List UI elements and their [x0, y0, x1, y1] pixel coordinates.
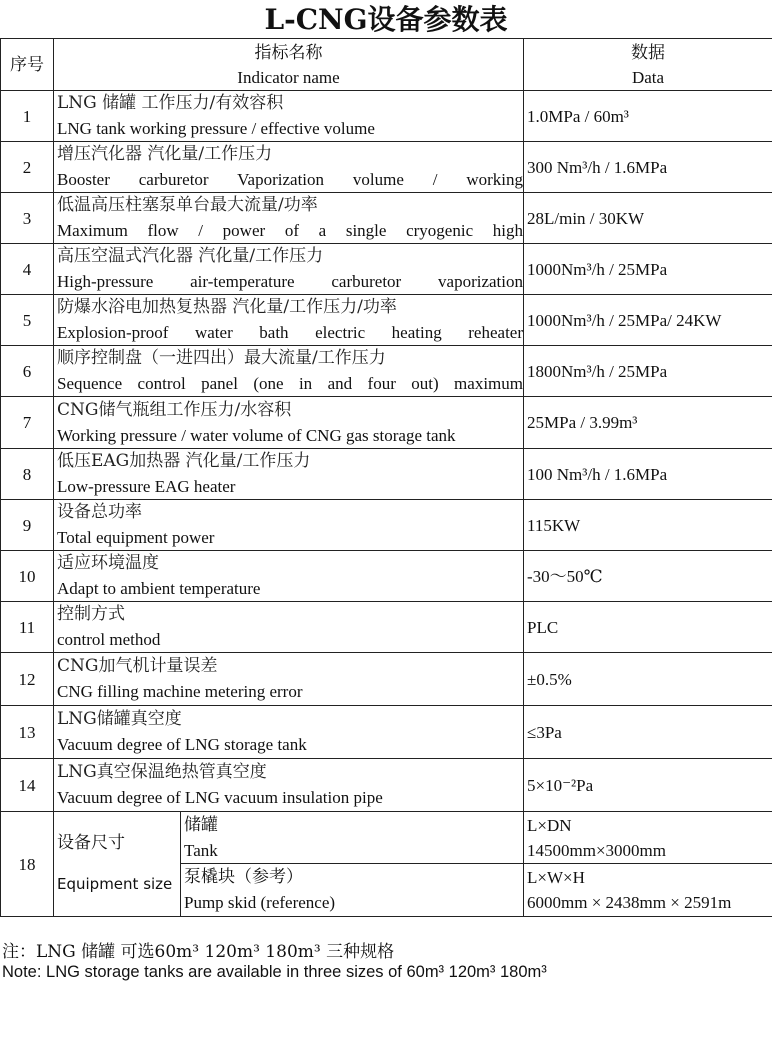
row-indicator — [54, 142, 524, 193]
row-value: 1000Nm³/h / 25MPa — [524, 244, 772, 295]
row-value: 115KW — [524, 500, 772, 551]
row-number: 9 — [1, 500, 54, 551]
row-indicator — [54, 653, 524, 706]
indicator-en: Maximum flow / power of a single cryogenic high — [57, 221, 523, 240]
row-value: 1000Nm³/h / 25MPa/ 24KW — [524, 295, 772, 346]
indicator-en: Total equipment power — [57, 528, 215, 547]
row-number: 14 — [1, 759, 54, 812]
table-row — [1, 91, 772, 142]
header-indicator — [54, 39, 524, 91]
tank-dims-label: L×DN — [527, 815, 572, 835]
table-row — [1, 397, 772, 449]
indicator-zh: 防爆水浴电加热复热器 汽化量/工作压力/功率 — [57, 297, 397, 317]
row-indicator — [54, 397, 524, 449]
row-indicator — [54, 500, 524, 551]
indicator-zh: CNG加气机计量误差 — [57, 656, 218, 676]
row-indicator — [54, 346, 524, 397]
indicator-en: Sequence control panel (one in and four out) maximum — [57, 374, 523, 393]
table-row — [1, 142, 772, 193]
row-number: 11 — [1, 602, 54, 653]
indicator-zh: 顺序控制盘（一进四出）最大流量/工作压力 — [57, 348, 386, 368]
row-value: ±0.5% — [524, 653, 772, 706]
size-label-en: Equipment size — [57, 875, 173, 893]
size-label-zh: 设备尺寸 — [57, 833, 125, 853]
tank-dims — [524, 812, 772, 864]
indicator-en: CNG filling machine metering error — [57, 682, 303, 701]
header-no: 序号 — [1, 39, 54, 91]
indicator-zh: LNG 储罐 工作压力/有效容积 — [57, 93, 284, 113]
row-value: 1.0MPa / 60m³ — [524, 91, 772, 142]
skid-name-en: Pump skid (reference) — [184, 893, 336, 912]
indicator-en: Adapt to ambient temperature — [57, 579, 261, 598]
size-label — [54, 812, 181, 917]
page-title: L-CNG设备参数表 — [264, 3, 508, 36]
skid-dims-value: 6000mm × 2438mm × 2591m — [527, 893, 732, 912]
row-indicator — [54, 193, 524, 244]
indicator-en: Low-pressure EAG heater — [57, 477, 236, 496]
note-zh: 注：LNG 储罐 可选60m³ 120m³ 180m³ 三种规格 — [2, 942, 395, 962]
table-row — [1, 449, 772, 500]
row-value: PLC — [524, 602, 772, 653]
row-number: 6 — [1, 346, 54, 397]
row-value: 300 Nm³/h / 1.6MPa — [524, 142, 772, 193]
row-value: 25MPa / 3.99m³ — [524, 397, 772, 449]
indicator-zh: 低压EAG加热器 汽化量/工作压力 — [57, 451, 311, 471]
row-indicator — [54, 706, 524, 759]
table-row — [1, 346, 772, 397]
row-number: 4 — [1, 244, 54, 295]
row-number: 10 — [1, 551, 54, 602]
skid-name-zh: 泵橇块（参考） — [184, 867, 303, 887]
skid-dims-label: L×W×H — [527, 868, 585, 887]
row-value: 28L/min / 30KW — [524, 193, 772, 244]
row-number: 5 — [1, 295, 54, 346]
row-number: 18 — [1, 812, 54, 917]
indicator-en: Explosion-proof water bath electric heating reheater — [57, 323, 523, 342]
row-value: 1800Nm³/h / 25MPa — [524, 346, 772, 397]
table-row — [1, 551, 772, 602]
row-number: 12 — [1, 653, 54, 706]
row-number: 2 — [1, 142, 54, 193]
indicator-zh: 设备总功率 — [57, 502, 142, 522]
table-row — [1, 759, 772, 812]
table-row — [1, 295, 772, 346]
indicator-zh: 低温高压柱塞泵单台最大流量/功率 — [57, 195, 318, 215]
row-indicator — [54, 602, 524, 653]
note-en: Note: LNG storage tanks are available in three sizes of 60m³ 120m³ 180m³ — [2, 963, 547, 981]
tank-name — [181, 812, 524, 864]
row-value: ≤3Pa — [524, 706, 772, 759]
indicator-en: control method — [57, 630, 161, 649]
indicator-zh: 高压空温式汽化器 汽化量/工作压力 — [57, 246, 324, 266]
indicator-zh: LNG真空保温绝热管真空度 — [57, 762, 267, 782]
table-row — [1, 193, 772, 244]
tank-name-en: Tank — [184, 840, 218, 860]
row-indicator — [54, 244, 524, 295]
indicator-en: Vacuum degree of LNG storage tank — [57, 735, 307, 754]
row-indicator — [54, 759, 524, 812]
tank-name-zh: 储罐 — [184, 814, 218, 835]
indicator-en: High-pressure air-temperature carburetor vaporization — [57, 272, 523, 291]
tank-dims-value: 14500mm×3000mm — [527, 840, 666, 860]
header-data-zh: 数据 — [631, 42, 665, 62]
row-number: 3 — [1, 193, 54, 244]
row-value: 5×10⁻²Pa — [524, 759, 772, 812]
table-row — [1, 706, 772, 759]
indicator-zh: 控制方式 — [57, 604, 125, 624]
header-indicator-en: Indicator name — [237, 67, 340, 87]
row-number: 13 — [1, 706, 54, 759]
row-indicator — [54, 551, 524, 602]
indicator-en: Vacuum degree of LNG vacuum insulation pipe — [57, 788, 383, 807]
table-row — [1, 602, 772, 653]
indicator-zh: 增压汽化器 汽化量/工作压力 — [57, 144, 273, 164]
spec-table — [0, 38, 772, 917]
indicator-zh: 适应环境温度 — [57, 553, 159, 573]
row-indicator — [54, 449, 524, 500]
row-number: 7 — [1, 397, 54, 449]
skid-name — [181, 864, 524, 917]
header-data — [524, 39, 772, 91]
indicator-zh: CNG储气瓶组工作压力/水容积 — [57, 399, 292, 420]
header-data-en: Data — [631, 67, 665, 87]
row-indicator — [54, 295, 524, 346]
row-indicator — [54, 91, 524, 142]
table-row — [1, 812, 772, 864]
indicator-en: Working pressure / water volume of CNG gas storage tank — [57, 425, 456, 445]
header-row — [1, 39, 772, 91]
row-number: 1 — [1, 91, 54, 142]
indicator-zh: LNG储罐真空度 — [57, 709, 182, 729]
header-indicator-zh: 指标名称 — [254, 42, 323, 62]
row-value: -30～50℃ — [524, 551, 772, 602]
row-number: 8 — [1, 449, 54, 500]
table-row — [1, 244, 772, 295]
row-value: 100 Nm³/h / 1.6MPa — [524, 449, 772, 500]
indicator-en: LNG tank working pressure / effective volume — [57, 119, 375, 138]
indicator-en: Booster carburetor Vaporization volume / working — [57, 170, 523, 189]
skid-dims — [524, 864, 772, 917]
table-row — [1, 653, 772, 706]
table-row — [1, 500, 772, 551]
